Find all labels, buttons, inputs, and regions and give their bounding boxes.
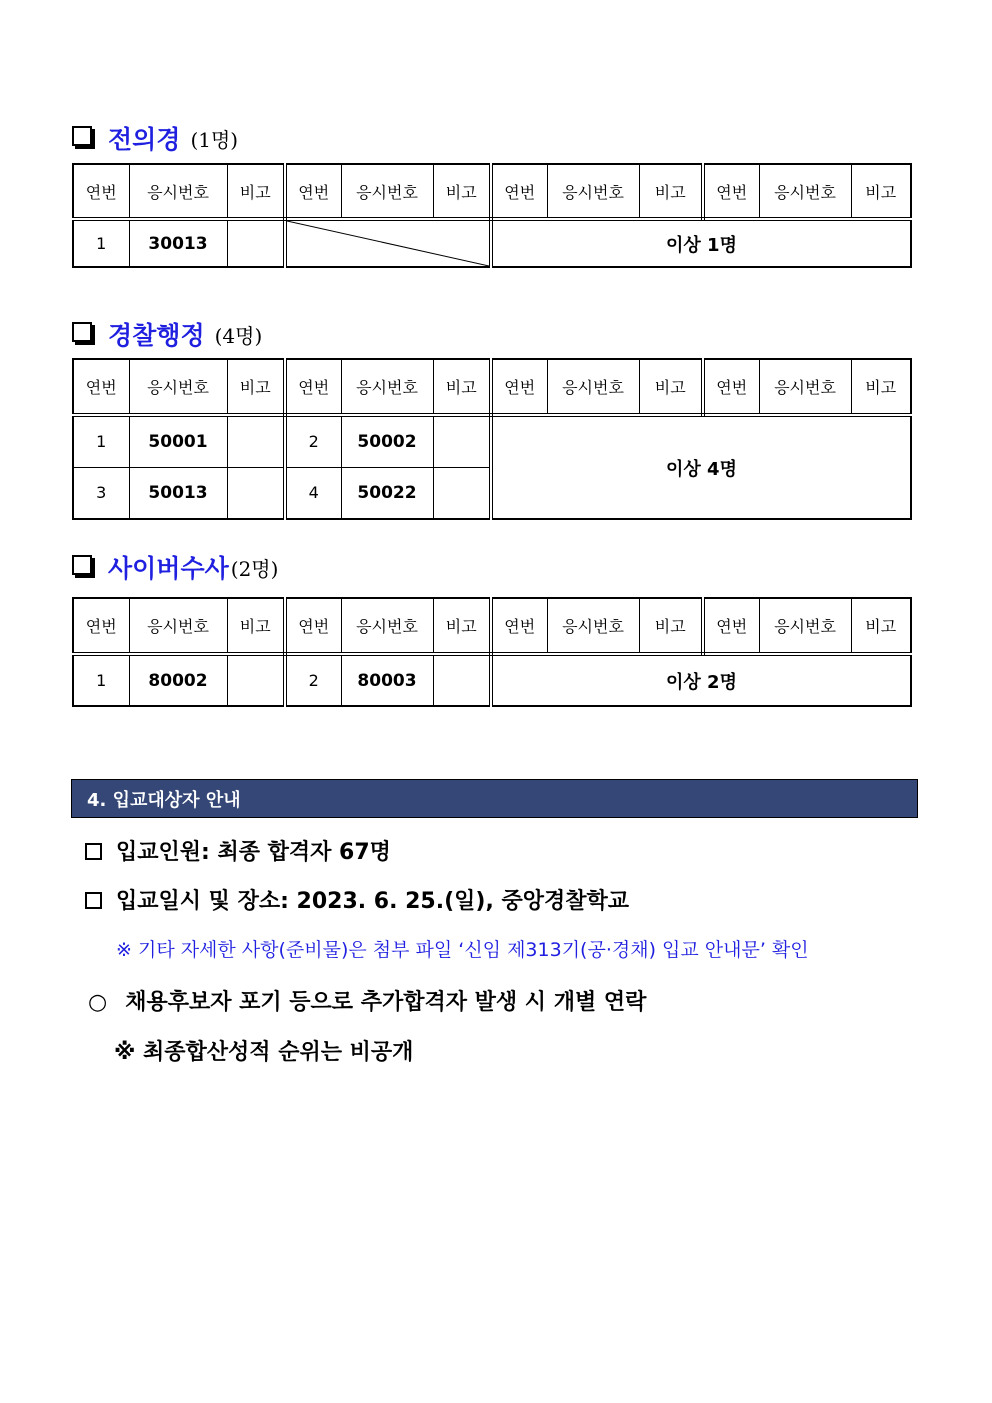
exam-number-cell: 50013	[129, 467, 227, 519]
notice-text: 입교인원: 최종 합격자 67명	[116, 840, 391, 865]
checkbox-square-icon	[72, 555, 96, 579]
header-cell: 비고	[639, 359, 703, 415]
checkbox-empty-icon	[85, 892, 102, 909]
circle-bullet-icon: ○	[88, 990, 108, 1015]
notice-note-attachment: ※ 기타 자세한 사항(준비물)은 첨부 파일 ‘신임 제313기(공·경채) 입교 안내문’ 확인	[116, 939, 809, 961]
notice-text: 입교일시 및 장소: 2023. 6. 25.(일), 중앙경찰학교	[116, 889, 629, 914]
exam-number-cell: 50022	[341, 467, 433, 519]
remark-cell	[227, 467, 285, 519]
header-cell: 연번	[73, 359, 129, 415]
table-header-row	[73, 598, 911, 654]
header-cell: 비고	[639, 598, 703, 654]
header-cell: 응시번호	[129, 598, 227, 654]
exam-number-cell: 80002	[129, 654, 227, 706]
header-cell: 연번	[73, 598, 129, 654]
section-count: (4명)	[214, 323, 263, 348]
header-cell: 응시번호	[547, 359, 639, 415]
header-cell: 응시번호	[341, 164, 433, 219]
header-cell: 비고	[851, 359, 911, 415]
header-cell: 비고	[227, 598, 285, 654]
header-cell: 연번	[491, 598, 547, 654]
notice-item-additional	[88, 985, 646, 1016]
checkbox-square-icon	[72, 126, 96, 150]
notice-item-admission-count	[85, 835, 391, 866]
empty-diagonal-cell	[285, 219, 491, 267]
exam-number-cell: 80003	[341, 654, 433, 706]
table-row	[73, 219, 911, 267]
header-cell: 응시번호	[759, 598, 851, 654]
total-count-cell: 이상 1명	[491, 219, 911, 267]
header-cell: 비고	[639, 164, 703, 219]
header-cell: 연번	[491, 164, 547, 219]
header-cell: 연번	[285, 598, 341, 654]
seq-cell: 1	[73, 219, 129, 267]
header-cell: 비고	[227, 164, 285, 219]
total-count-cell: 이상 2명	[491, 654, 911, 706]
seq-cell: 1	[73, 415, 129, 467]
header-cell: 비고	[227, 359, 285, 415]
table-header-row	[73, 164, 911, 219]
notice-note-ranking: ※ 최종합산성적 순위는 비공개	[114, 1040, 414, 1065]
header-cell: 비고	[433, 164, 491, 219]
section-name: 전의경	[108, 125, 181, 154]
header-cell: 응시번호	[759, 359, 851, 415]
checkbox-empty-icon	[85, 843, 102, 860]
roster-table-1	[72, 163, 912, 268]
header-cell: 응시번호	[547, 164, 639, 219]
header-cell: 응시번호	[341, 359, 433, 415]
section-banner: 4. 입교대상자 안내	[71, 779, 918, 818]
seq-cell: 2	[285, 415, 341, 467]
roster-table-2	[72, 358, 912, 520]
remark-cell	[227, 219, 285, 267]
header-cell: 비고	[851, 598, 911, 654]
notice-text: 채용후보자 포기 등으로 추가합격자 발생 시 개별 연락	[125, 990, 647, 1015]
header-cell: 응시번호	[547, 598, 639, 654]
header-cell: 연번	[703, 598, 759, 654]
seq-cell: 2	[285, 654, 341, 706]
header-cell: 비고	[433, 359, 491, 415]
header-cell: 응시번호	[341, 598, 433, 654]
header-cell: 연번	[703, 164, 759, 219]
section-title-1	[72, 120, 238, 156]
total-count-cell: 이상 4명	[491, 415, 911, 519]
seq-cell: 4	[285, 467, 341, 519]
table-row	[73, 654, 911, 706]
remark-cell	[433, 415, 491, 467]
remark-cell	[433, 654, 491, 706]
header-cell: 비고	[851, 164, 911, 219]
section-count: (2명)	[230, 556, 279, 581]
notice-item-date-place	[85, 884, 629, 915]
section-count: (1명)	[190, 127, 239, 152]
table-row	[73, 415, 911, 467]
header-cell: 응시번호	[129, 164, 227, 219]
header-cell: 응시번호	[759, 164, 851, 219]
header-cell: 연번	[285, 164, 341, 219]
roster-table-3	[72, 597, 912, 707]
header-cell: 연번	[491, 359, 547, 415]
header-cell: 비고	[433, 598, 491, 654]
remark-cell	[433, 467, 491, 519]
remark-cell	[227, 415, 285, 467]
header-cell: 응시번호	[129, 359, 227, 415]
exam-number-cell: 50001	[129, 415, 227, 467]
section-title-2	[72, 316, 262, 352]
table-header-row	[73, 359, 911, 415]
section-title-3	[72, 549, 278, 585]
seq-cell: 1	[73, 654, 129, 706]
header-cell: 연번	[285, 359, 341, 415]
remark-cell	[227, 654, 285, 706]
seq-cell: 3	[73, 467, 129, 519]
section-name: 경찰행정	[108, 321, 205, 350]
exam-number-cell: 30013	[129, 219, 227, 267]
exam-number-cell: 50002	[341, 415, 433, 467]
header-cell: 연번	[73, 164, 129, 219]
section-name: 사이버수사	[108, 554, 229, 583]
header-cell: 연번	[703, 359, 759, 415]
checkbox-square-icon	[72, 322, 96, 346]
